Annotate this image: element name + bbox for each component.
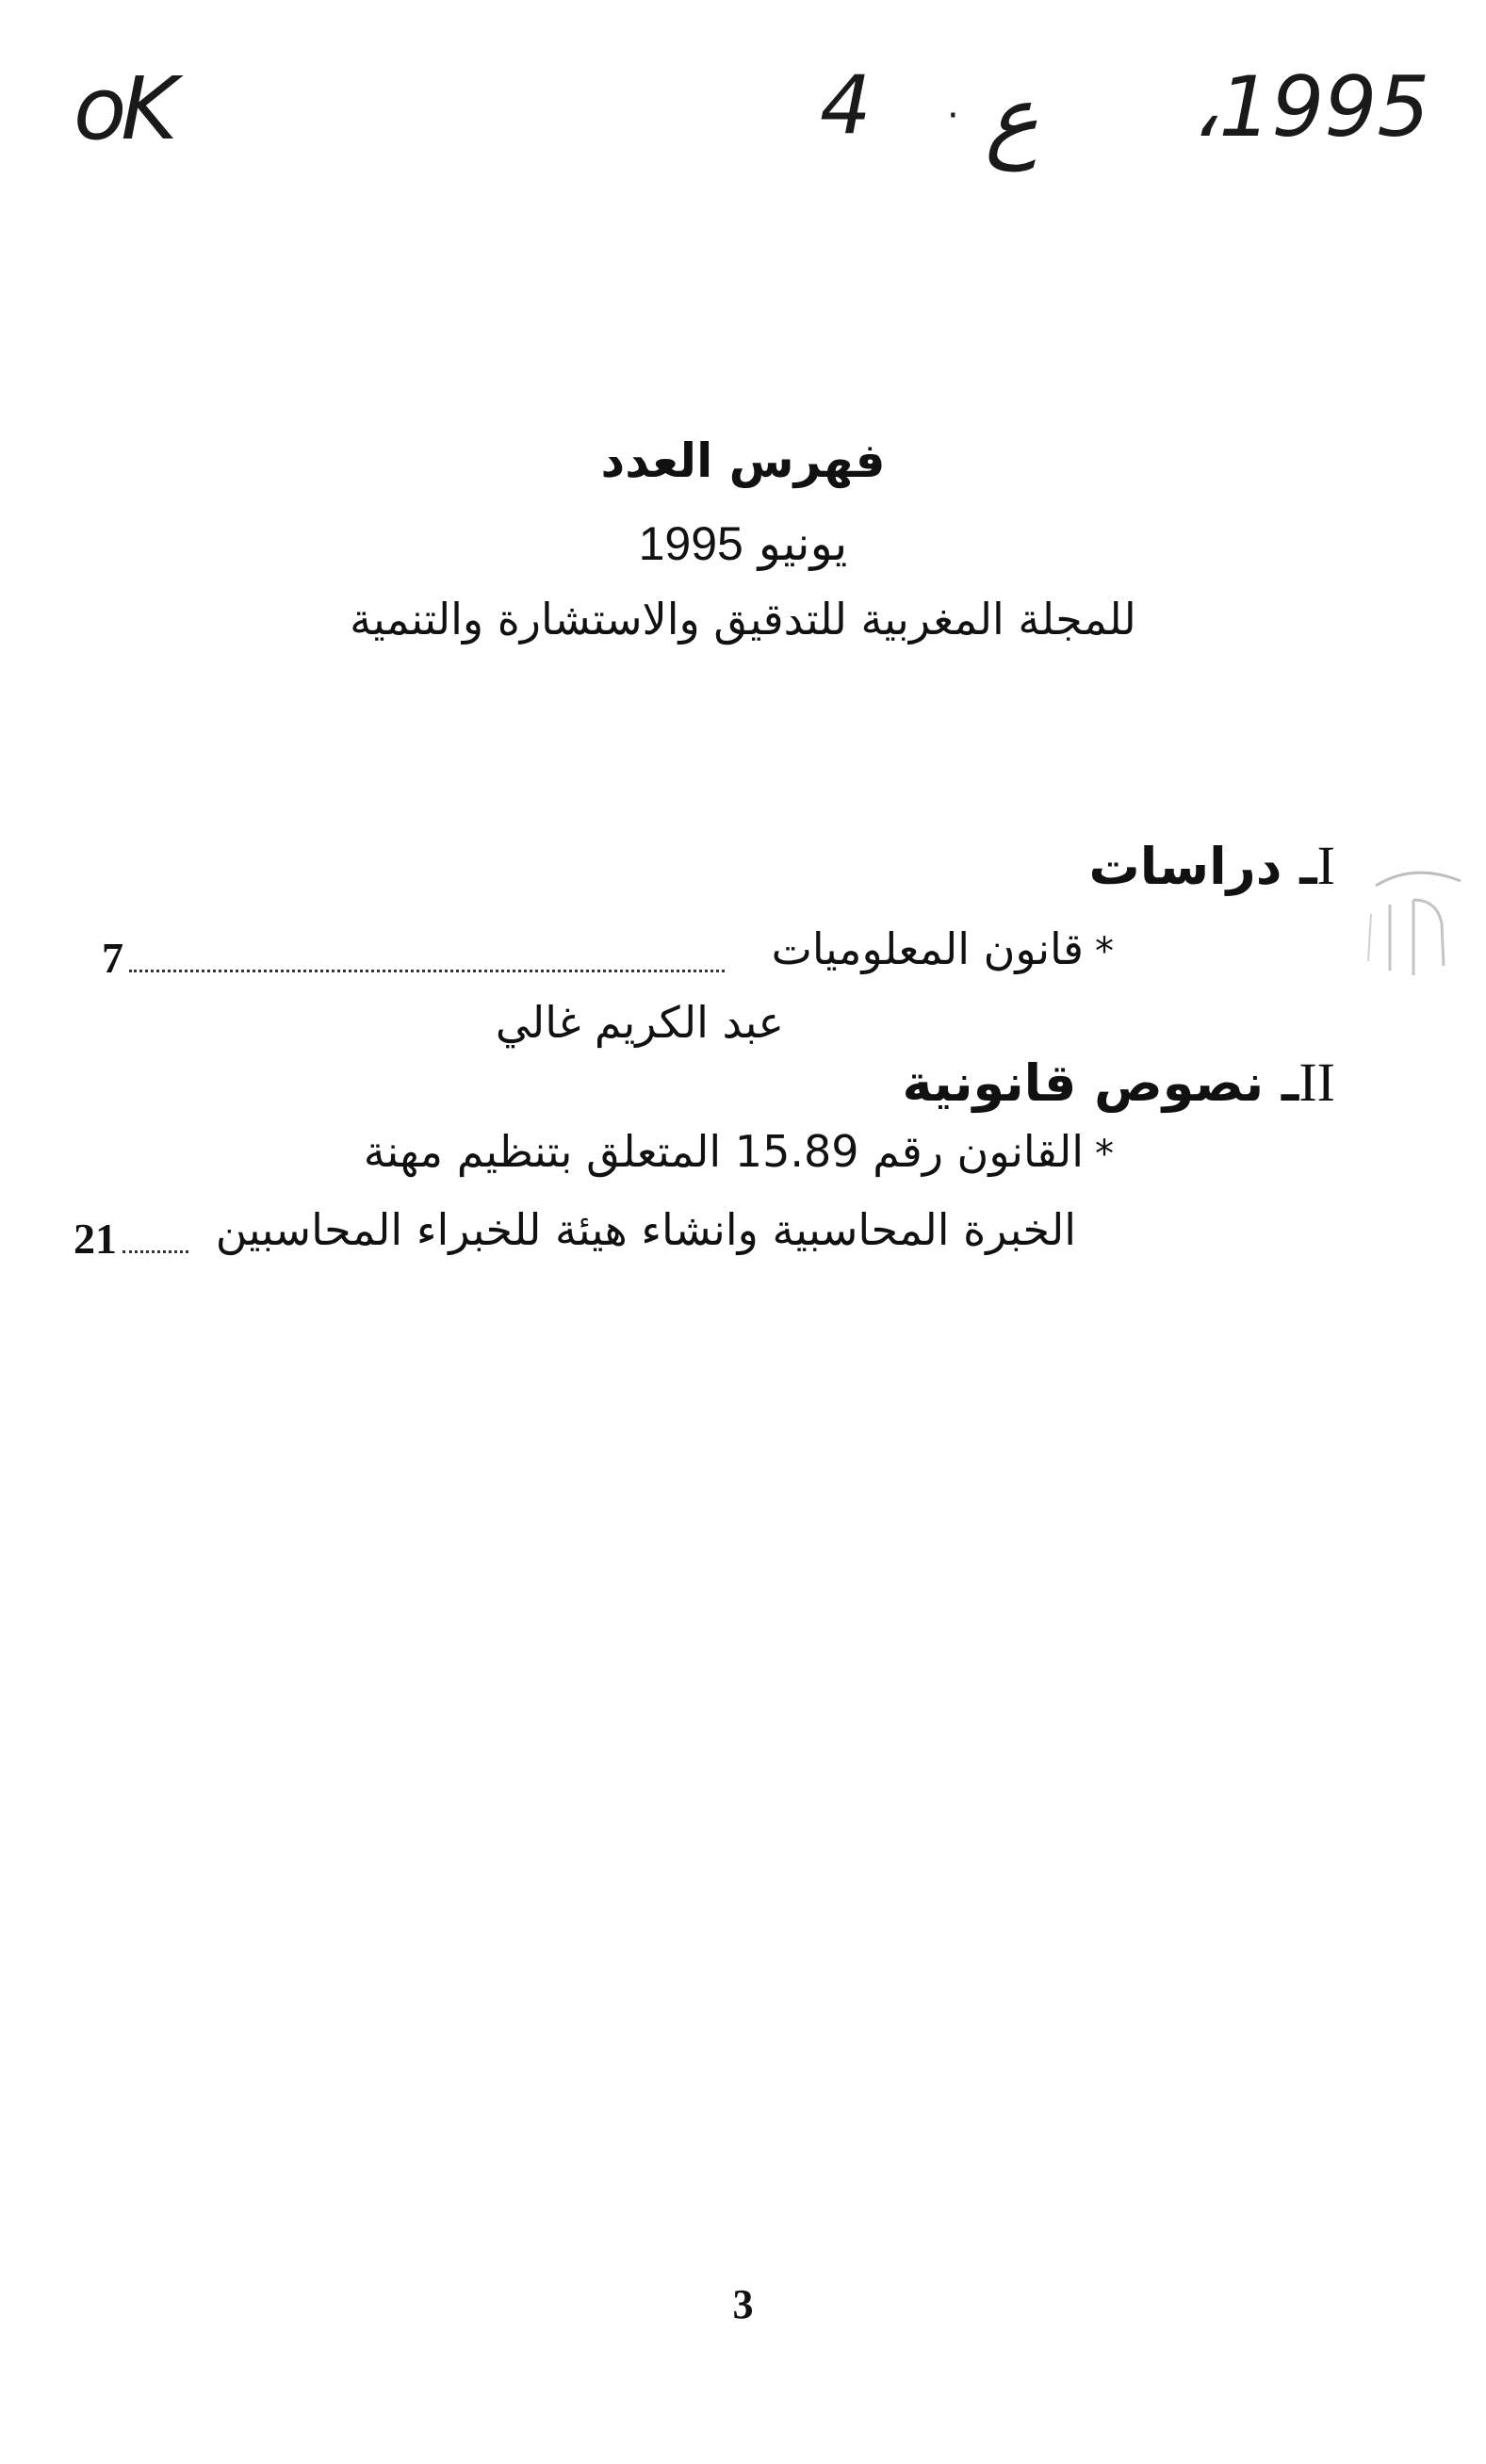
toc-entry-title <box>772 923 1114 974</box>
toc-page-number: 21 <box>73 1215 117 1263</box>
issue-date <box>0 516 1486 571</box>
entry-title-text: قانون المعلوميات <box>771 923 1084 974</box>
toc-page-number: 7 <box>102 934 123 982</box>
section-title: ـ دراسات <box>1088 837 1317 896</box>
handwritten-dot: · <box>947 94 959 138</box>
page-number: 3 <box>732 2281 754 2327</box>
handwritten-ok-mark: oK <box>73 58 172 159</box>
toc-leader-row <box>102 933 728 983</box>
handwritten-ain-letter: ع <box>985 66 1039 171</box>
bullet-star: * <box>1095 930 1114 973</box>
toc-entry-title-line2: الخبرة المحاسبية وانشاء هيئة للخبراء المحاسبين <box>215 1204 1076 1255</box>
section-title: ـ نصوص قانونية <box>902 1053 1299 1113</box>
handwritten-issue-number: 4 <box>820 58 872 153</box>
journal-name: للمجلة المغربية للتدقيق والاستشارة والتنمية <box>350 594 1136 645</box>
section-heading-legal-texts <box>902 1051 1335 1114</box>
handwritten-year: ،1995 <box>1192 58 1430 155</box>
toc-entry-title-line1 <box>364 1126 1114 1177</box>
issue-year: 1995 <box>638 517 743 570</box>
toc-leader-row <box>73 1214 1072 1264</box>
bullet-star: * <box>1095 1133 1114 1176</box>
faint-stamp-mark <box>1357 857 1479 999</box>
section-numeral: I <box>1316 835 1335 896</box>
issue-month: يونيو <box>758 516 848 571</box>
section-heading-studies <box>1088 834 1335 897</box>
dot-leader <box>122 1249 188 1253</box>
section-numeral: II <box>1298 1052 1335 1113</box>
index-title: فهرس العدد <box>600 433 886 488</box>
entry-title-text: القانون رقم 15.89 المتعلق بتنظيم مهنة <box>363 1126 1084 1177</box>
toc-entry-author: عبد الكريم غالي <box>495 997 784 1048</box>
dot-leader <box>129 969 725 972</box>
